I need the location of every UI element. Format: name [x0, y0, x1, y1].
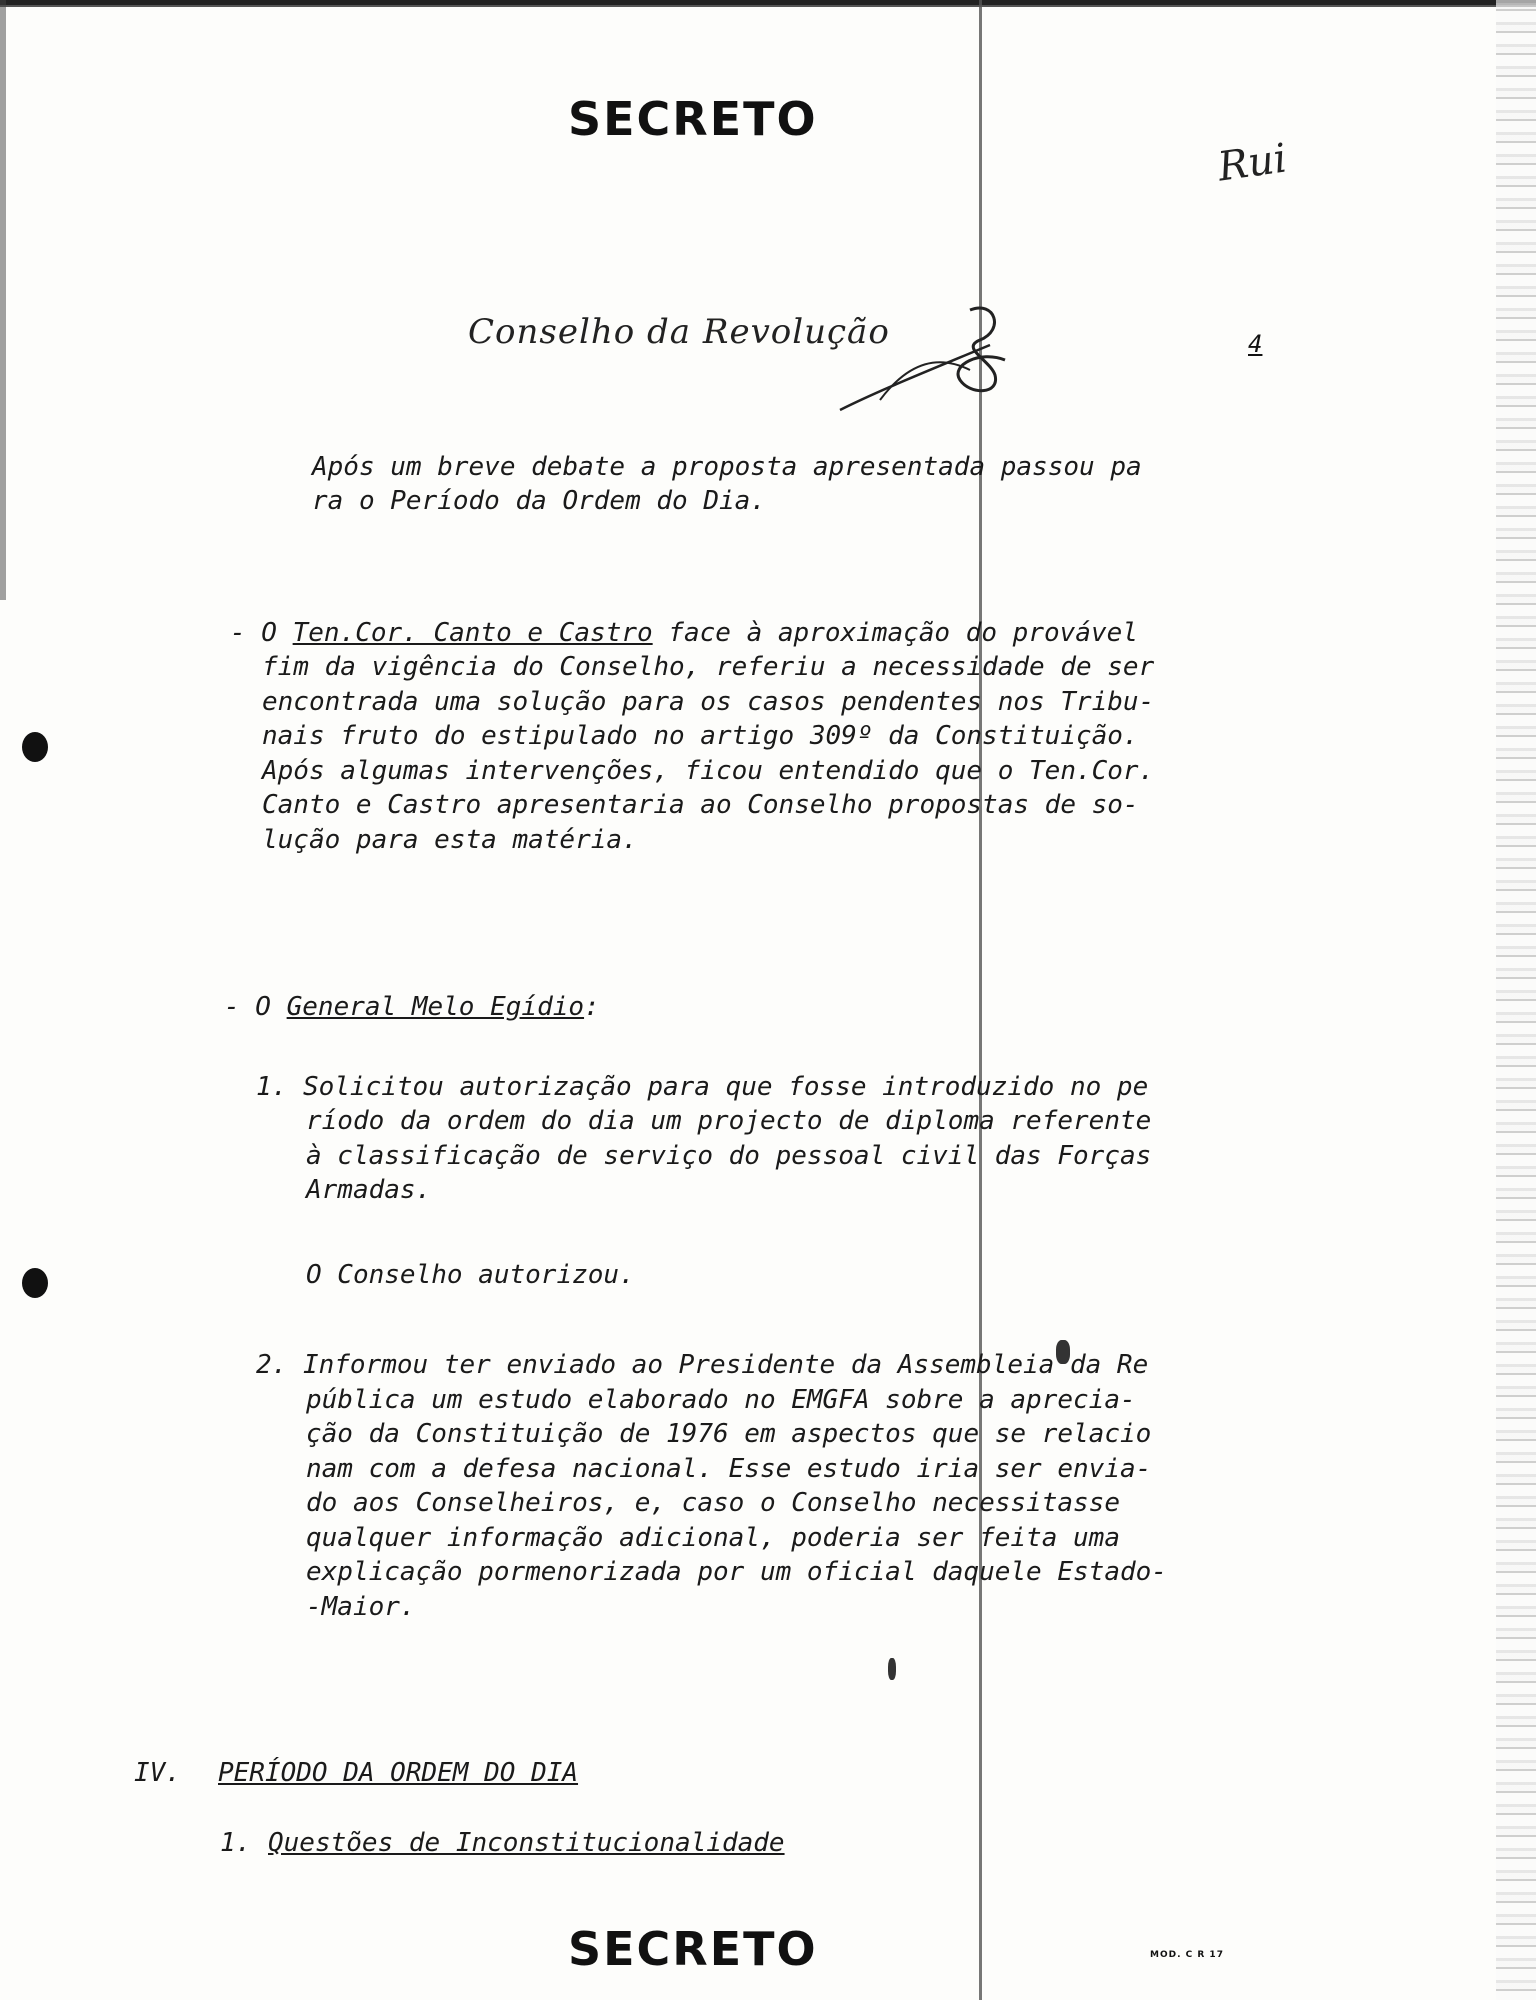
item2-line: do aos Conselheiros, e, caso o Conselho necessitasse	[306, 1488, 1120, 1518]
item1-line: 1. Solicitou autorização para que fosse introduzido no pe	[256, 1072, 1149, 1102]
heading-colon: :	[584, 992, 600, 1022]
item2-line: ção da Constituição de 1976 em aspectos que se relacio	[306, 1419, 1152, 1449]
item2-line: 2. Informou ter enviado ao Presidente da Assembleia da Re	[256, 1350, 1149, 1380]
form-code: MOD. C R 17	[1150, 1950, 1224, 1960]
speaker-name: General Melo Egídio	[286, 992, 585, 1022]
canto-castro-line: Após algumas intervenções, ficou entendido que o Ten.Cor.	[262, 756, 1155, 786]
canto-castro-line	[230, 616, 1138, 651]
intro-line: ra o Período da Ordem do Dia.	[312, 486, 766, 516]
signature-mark	[820, 300, 1030, 420]
canto-castro-line: lução para esta matéria.	[262, 825, 638, 855]
item1-result: O Conselho autorizou.	[306, 1260, 635, 1290]
section-item-number: 1.	[220, 1828, 252, 1858]
canto-castro-line: Canto e Castro apresentaria ao Conselho propostas de so-	[262, 790, 1139, 820]
item1-line: ríodo da ordem do dia um projecto de diploma referente	[306, 1106, 1152, 1136]
dash-prefix: - O	[230, 618, 293, 648]
classification-stamp-bottom: SECRETO	[568, 1922, 818, 1976]
item2-line: -Maior.	[306, 1592, 416, 1622]
letterhead: Conselho da Revolução	[468, 312, 890, 352]
canto-castro-line: nais fruto do estipulado no artigo 309º da Constituição.	[262, 721, 1139, 751]
canto-castro-line: fim da vigência do Conselho, referiu a necessidade de ser	[262, 652, 1155, 682]
classification-stamp-top: SECRETO	[568, 92, 818, 146]
item1-line: Armadas.	[306, 1175, 432, 1205]
item2-line: explicação pormenorizada por um oficial daquele Estado-	[306, 1557, 1167, 1587]
dash-prefix: - O	[224, 992, 287, 1022]
section-numeral: IV.	[134, 1758, 181, 1788]
speaker-name: Ten.Cor. Canto e Castro	[292, 618, 653, 648]
canto-castro-line: encontrada uma solução para os casos pendentes nos Tribu-	[262, 687, 1155, 717]
melo-egidio-heading	[224, 990, 600, 1025]
page-number: 4	[1248, 330, 1263, 358]
line-text: face à aproximação do provável	[652, 618, 1138, 648]
section-title: PERÍODO DA ORDEM DO DIA	[218, 1758, 579, 1788]
ink-smudge	[888, 1658, 896, 1680]
scan-right-edge	[1496, 0, 1536, 2000]
scan-top-edge	[0, 0, 1536, 18]
punch-hole-lower	[22, 1268, 48, 1298]
item2-line: qualquer informação adicional, poderia ser feita uma	[306, 1523, 1120, 1553]
section-item-title: Questões de Inconstitucionalidade	[268, 1828, 785, 1858]
item2-line: nam com a defesa nacional. Esse estudo iria ser envia-	[306, 1454, 1152, 1484]
handwritten-initials: Rui	[1215, 135, 1290, 191]
item1-line: à classificação de serviço do pessoal civil das Forças	[306, 1141, 1152, 1171]
scan-left-edge	[0, 0, 6, 600]
punch-hole-upper	[22, 732, 48, 762]
intro-line: Após um breve debate a proposta apresentada passou pa	[312, 452, 1142, 482]
item2-line: pública um estudo elaborado no EMGFA sobre a aprecia-	[306, 1385, 1136, 1415]
